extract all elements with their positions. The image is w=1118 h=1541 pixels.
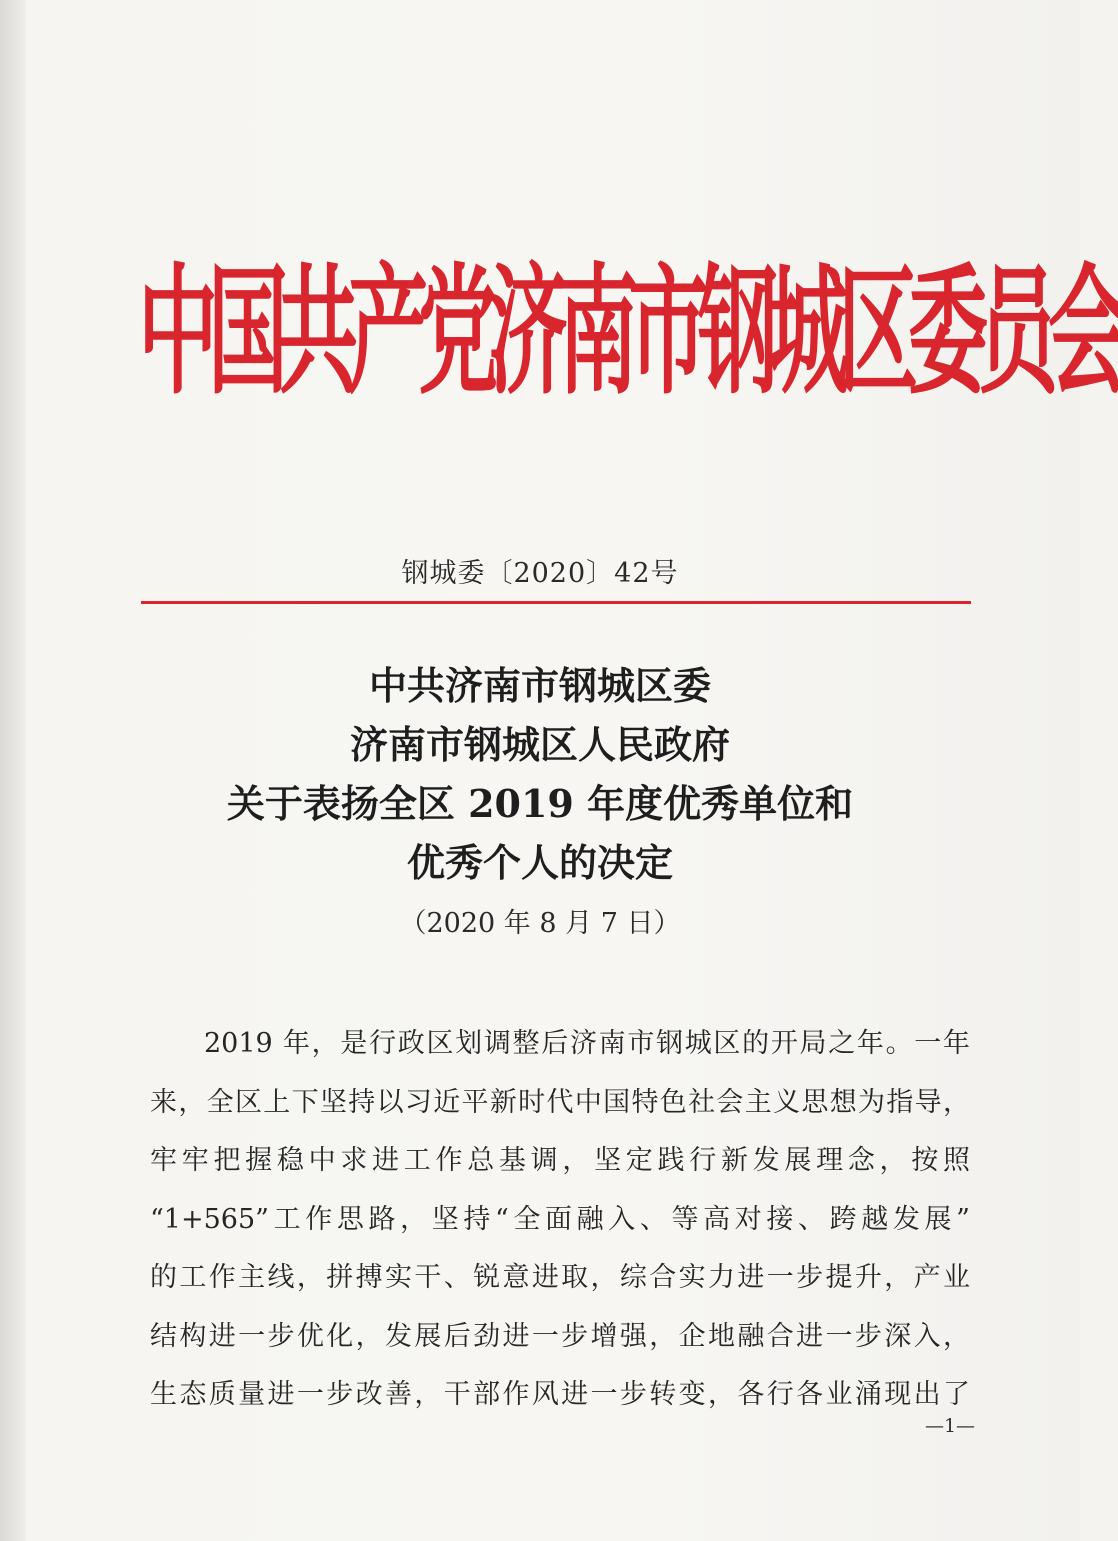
org-header: 中国共产党济南市钢城区委员会	[138, 250, 1118, 414]
title-line: 济南市钢城区人民政府	[349, 722, 730, 767]
page-number: —1—	[924, 1415, 976, 1437]
body-line: 结构进一步优化，发展后劲进一步增强，企地融合进一步深入，	[150, 1320, 970, 1352]
document-date: （2020 年 8 月 7 日）	[399, 908, 681, 939]
body-line: 2019 年，是行政区划调整后济南市钢城区的开局之年。一年	[204, 1028, 970, 1059]
body-line: “1+565”工作思路，坚持“全面融入、等高对接、跨越发展”	[150, 1203, 970, 1235]
body-line: 生态质量进一步改善，干部作风进一步转变，各行各业涌现出了	[150, 1379, 970, 1410]
title-line: 中共济南市钢城区委	[368, 663, 711, 708]
title-line: 关于表扬全区 2019 年度优秀单位和	[226, 781, 854, 826]
document-title	[0, 656, 1080, 892]
body-line: 来，全区上下坚持以习近平新时代中国特色社会主义思想为指导，	[150, 1086, 970, 1118]
red-divider-rule	[141, 601, 971, 604]
document-number: 钢城委〔2020〕42号	[401, 558, 679, 589]
body-paragraph	[150, 1015, 970, 1425]
body-line: 的工作主线，拼搏实干、锐意进取，综合实力进一步提升，产业	[150, 1262, 970, 1293]
title-line: 优秀个人的决定	[406, 840, 673, 885]
body-line: 牢牢把握稳中求进工作总基调，坚定践行新发展理念，按照	[150, 1145, 970, 1176]
